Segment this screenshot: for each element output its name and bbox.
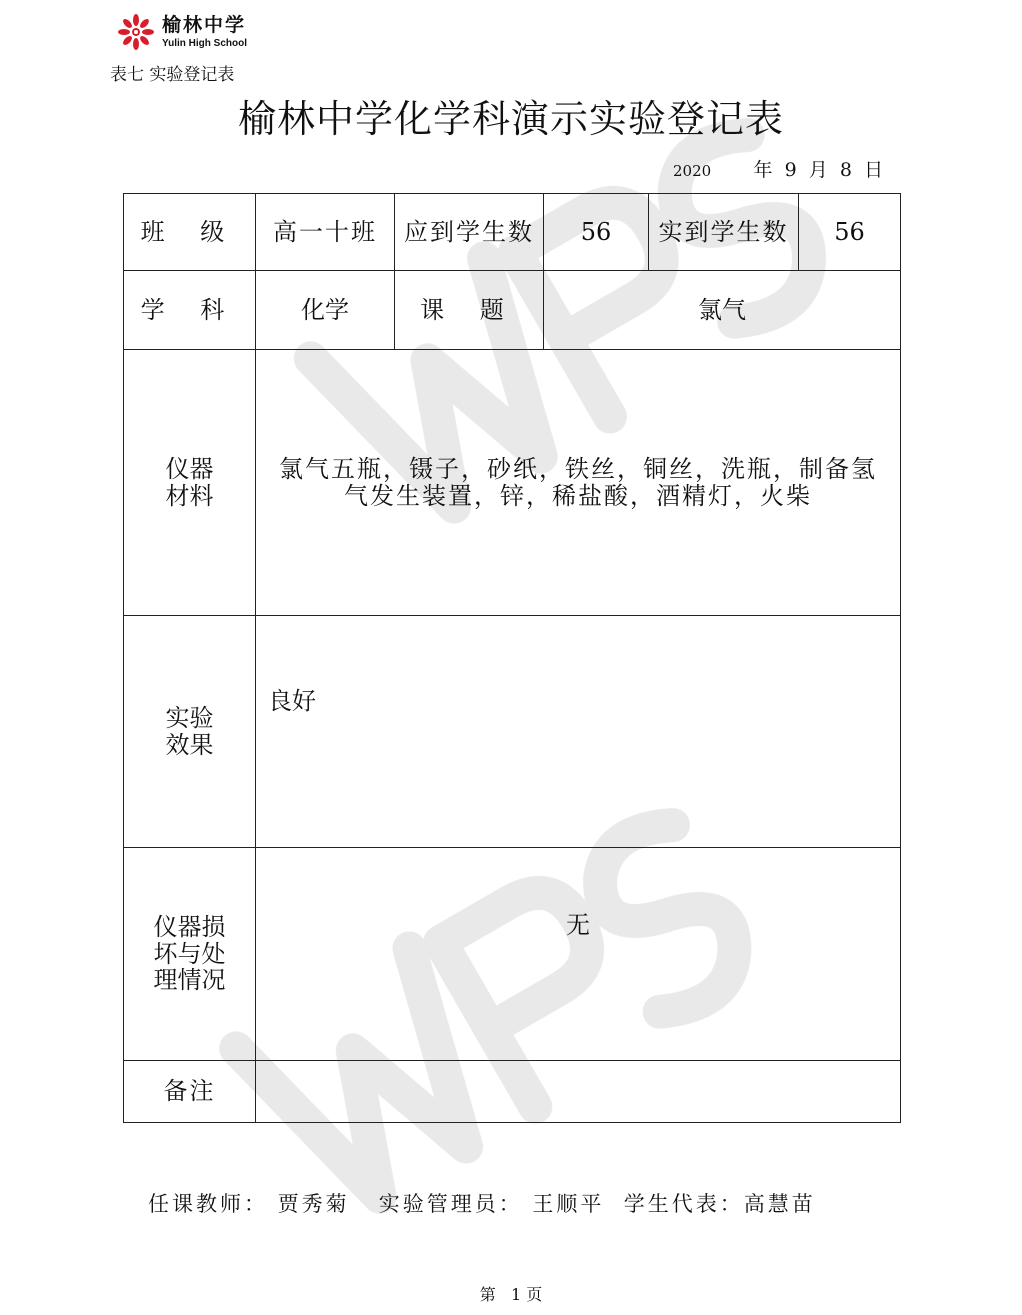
date-month: 9 xyxy=(784,159,797,181)
topic-label: 课 题 xyxy=(395,271,544,350)
table-caption: 表七 实验登记表 xyxy=(110,65,235,85)
notes-value xyxy=(256,1061,901,1123)
teacher-name: 贾秀菊 xyxy=(277,1192,350,1216)
logo-english-name: Yulin High School xyxy=(162,37,247,49)
topic-value: 氯气 xyxy=(544,271,901,350)
damage-value: 无 xyxy=(256,848,901,1061)
damage-label-line-3: 理情况 xyxy=(153,966,226,995)
page-number xyxy=(0,1282,1022,1305)
expected-students-label: 应到学生数 xyxy=(395,194,544,271)
result-label xyxy=(124,616,256,848)
damage-label-line-1: 仪器损 xyxy=(153,913,226,942)
table-row-class xyxy=(124,194,901,271)
date-day-unit: 日 xyxy=(864,159,884,181)
student-rep-name: 高慧苗 xyxy=(743,1192,816,1216)
result-label-line-2: 效果 xyxy=(165,730,214,759)
subject-label: 学 科 xyxy=(124,271,256,350)
table-row-result xyxy=(124,616,901,848)
notes-label: 备注 xyxy=(124,1061,256,1123)
apparatus-label-line-1: 仪器 xyxy=(165,455,214,484)
apparatus-label-line-2: 材料 xyxy=(165,481,214,510)
student-rep-label: 学生代表： xyxy=(623,1192,744,1216)
page-suffix: 页 xyxy=(526,1285,543,1304)
school-emblem-icon xyxy=(118,14,154,50)
result-value: 良好 xyxy=(256,616,901,848)
date-day: 8 xyxy=(839,159,852,181)
date-month-unit: 月 xyxy=(808,159,828,181)
page-prefix: 第 xyxy=(479,1285,496,1304)
expected-students-value: 56 xyxy=(544,194,649,271)
logo-chinese-name: 榆林中学 xyxy=(162,13,247,36)
actual-students-value: 56 xyxy=(799,194,901,271)
teacher-label: 任课教师： xyxy=(148,1192,268,1216)
subject-value: 化学 xyxy=(256,271,395,350)
result-label-line-1: 实验 xyxy=(165,704,214,733)
date-line xyxy=(673,155,883,182)
date-year: 2020 xyxy=(673,162,712,180)
page-number-value: 1 xyxy=(510,1285,522,1304)
table-row-notes xyxy=(124,1061,901,1123)
table-row-apparatus xyxy=(124,350,901,616)
apparatus-value xyxy=(256,350,901,616)
date-year-unit: 年 xyxy=(753,159,773,181)
class-label: 班 级 xyxy=(124,194,256,271)
page-title: 榆林中学化学科演示实验登记表 xyxy=(237,97,784,141)
apparatus-line-2: 气发生装置，锌，稀盐酸，酒精灯，火柴 xyxy=(344,481,812,510)
experiment-register-table xyxy=(123,193,901,1123)
actual-students-label: 实到学生数 xyxy=(649,194,799,271)
table-row-subject xyxy=(124,271,901,350)
damage-label xyxy=(124,848,256,1061)
table-row-damage xyxy=(124,848,901,1061)
damage-label-line-2: 坏与处 xyxy=(153,939,226,968)
admin-name: 王顺平 xyxy=(532,1192,605,1216)
signature-line xyxy=(148,1188,816,1218)
school-logo xyxy=(118,14,247,50)
apparatus-label xyxy=(124,350,256,616)
apparatus-line-1: 氯气五瓶，镊子，砂纸，铁丝，铜丝，洗瓶，制备氢 xyxy=(279,455,877,484)
admin-label: 实验管理员： xyxy=(378,1192,523,1216)
class-value: 高一十班 xyxy=(256,194,395,271)
